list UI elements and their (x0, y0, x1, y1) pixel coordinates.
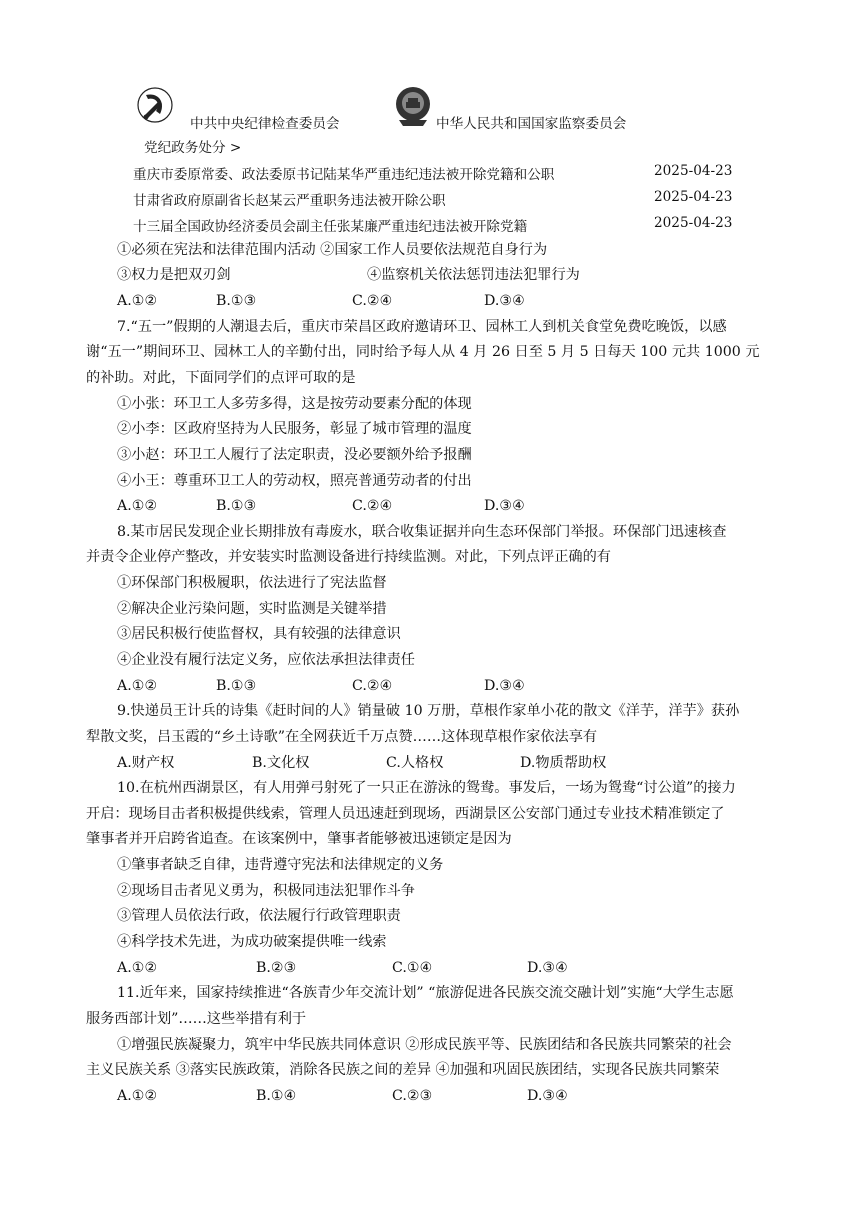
q10-option-4: ④科学技术先进，为成功破案提供唯一线索 (117, 934, 387, 950)
q10-option-3: ③管理人员依法行政，依法履行行政管理职责 (117, 908, 401, 924)
q10-choice-b[interactable]: B.②③ (256, 960, 297, 976)
q9-stem-line1: 9.快递员王计兵的诗集《赶时间的人》销量破 10 万册，草根作家单小花的散文《洋芋，洋芋》获孙 (117, 703, 740, 719)
q10-stem-line3: 肇事者并开启跨省追查。在该案例中，肇事者能够被迅速锁定是因为 (86, 831, 512, 847)
section-link[interactable]: 党纪政务处分 > (144, 140, 242, 156)
q11-option-line1: ①增强民族凝聚力，筑牢中华民族共同体意识 ②形成民族平等、民族团结和各民族共同繁荣的社会 (117, 1037, 732, 1053)
q10-choice-a[interactable]: A.①② (117, 960, 158, 976)
q8-option-1: ①环保部门积极履职，依法进行了宪法监督 (117, 575, 387, 591)
q7-stem-line2: 谢“五一”期间环卫、园林工人的辛勤付出，同时给予每人从 4 月 26 日至 5 月 5 日每天 100 元共 1000 元 (86, 344, 760, 360)
q9-choice-a[interactable]: A.财产权 (117, 755, 175, 771)
q11-choice-a[interactable]: A.①② (117, 1088, 158, 1104)
q8-choice-c[interactable]: C.②④ (352, 678, 393, 694)
q10-option-2: ②现场目击者见义勇为，积极同违法犯罪作斗争 (117, 883, 415, 899)
q9-choice-b[interactable]: B.文化权 (252, 755, 310, 771)
news-title-1[interactable]: 重庆市委原常委、政法委原书记陆某华严重违纪违法被开除党籍和公职 (133, 167, 555, 183)
q11-choice-b[interactable]: B.①④ (256, 1088, 297, 1104)
q7-choice-b[interactable]: B.①③ (216, 498, 257, 514)
q6-choice-d[interactable]: D.③④ (484, 293, 525, 309)
q6-option-3: ③权力是把双刃剑 (117, 267, 231, 283)
q8-option-2: ②解决企业污染问题，实时监测是关键举措 (117, 601, 387, 617)
q9-choice-d[interactable]: D.物质帮助权 (520, 755, 607, 771)
q10-choice-d[interactable]: D.③④ (527, 960, 568, 976)
q6-option-4: ④监察机关依法惩罚违法犯罪行为 (367, 267, 580, 283)
q9-stem-line2: 犁散文奖，吕玉霞的“乡土诗歌”在全网获近千万点赞……这体现草根作家依法享有 (86, 729, 598, 745)
q7-choice-c[interactable]: C.②④ (352, 498, 393, 514)
q10-stem-line1: 10.在杭州西湖景区，有人用弹弓射死了一只正在游泳的鸳鸯。事发后，一场为鸳鸯“讨公道”的接力 (117, 780, 736, 796)
q11-choice-c[interactable]: C.②③ (392, 1088, 433, 1104)
q7-stem-line3: 的补助。对此，下面同学们的点评可取的是 (86, 370, 356, 386)
q7-choice-d[interactable]: D.③④ (484, 498, 525, 514)
q7-stem-line1: 7.“五一”假期的人潮退去后，重庆市荣昌区政府邀请环卫、园林工人到机关食堂免费吃晚饭，以感 (117, 319, 727, 335)
q8-choice-b[interactable]: B.①③ (216, 678, 257, 694)
party-emblem-icon (136, 84, 174, 126)
org-name-nsc: 中华人民共和国国家监察委员会 (436, 116, 627, 132)
q7-option-1: ①小张：环卫工人多劳多得，这是按劳动要素分配的体现 (117, 396, 472, 412)
q10-choice-c[interactable]: C.①④ (392, 960, 433, 976)
q8-choice-d[interactable]: D.③④ (484, 678, 525, 694)
q7-choice-a[interactable]: A.①② (117, 498, 158, 514)
q6-option-line1: ①必须在宪法和法律范围内活动 ②国家工作人员要依法规范自身行为 (117, 242, 548, 258)
q8-option-3: ③居民积极行使监督权，具有较强的法律意识 (117, 626, 401, 642)
q11-stem-line1: 11.近年来，国家持续推进“各族青少年交流计划” “旅游促进各民族交流交融计划”实施“大学生志愿 (117, 985, 734, 1001)
q11-option-line2: 主义民族关系 ③落实民族政策，消除各民族之间的差异 ④加强和巩固民族团结，实现各民族共同繁荣 (86, 1062, 720, 1078)
q10-option-1: ①肇事者缺乏自律，违背遵守宪法和法律规定的义务 (117, 857, 444, 873)
q8-stem-line1: 8.某市居民发现企业长期排放有毒废水，联合收集证据并向生态环保部门举报。环保部门迅速核查 (117, 524, 727, 540)
news-title-3[interactable]: 十三届全国政协经济委员会副主任张某廉严重违纪违法被开除党籍 (133, 219, 528, 235)
q9-choice-c[interactable]: C.人格权 (386, 755, 444, 771)
q7-option-4: ④小王：尊重环卫工人的劳动权，照亮普通劳动者的付出 (117, 473, 472, 489)
news-date-1: 2025-04-23 (654, 163, 733, 179)
q6-choice-b[interactable]: B.①③ (216, 293, 257, 309)
q7-option-3: ③小赵：环卫工人履行了法定职责，没必要额外给予报酬 (117, 447, 472, 463)
national-emblem-icon (393, 84, 433, 128)
q11-choice-d[interactable]: D.③④ (527, 1088, 568, 1104)
q8-stem-line2: 并责令企业停产整改，并安装实时监测设备进行持续监测。对此，下列点评正确的有 (86, 549, 611, 565)
q6-choice-c[interactable]: C.②④ (352, 293, 393, 309)
q8-choice-a[interactable]: A.①② (117, 678, 158, 694)
news-date-3: 2025-04-23 (654, 215, 733, 231)
q11-stem-line2: 服务西部计划”……这些举措有利于 (86, 1011, 307, 1027)
news-date-2: 2025-04-23 (654, 189, 733, 205)
news-title-2[interactable]: 甘肃省政府原副省长赵某云严重职务违法被开除公职 (133, 193, 446, 209)
org-name-ccdi: 中共中央纪律检查委员会 (190, 116, 340, 132)
q8-option-4: ④企业没有履行法定义务，应依法承担法律责任 (117, 652, 415, 668)
q10-stem-line2: 开启：现场目击者积极提供线索，管理人员迅速赶到现场，西湖景区公安部门通过专业技术精准锁定了 (86, 806, 725, 822)
q7-option-2: ②小李：区政府坚持为人民服务，彰显了城市管理的温度 (117, 421, 472, 437)
q6-choice-a[interactable]: A.①② (117, 293, 158, 309)
